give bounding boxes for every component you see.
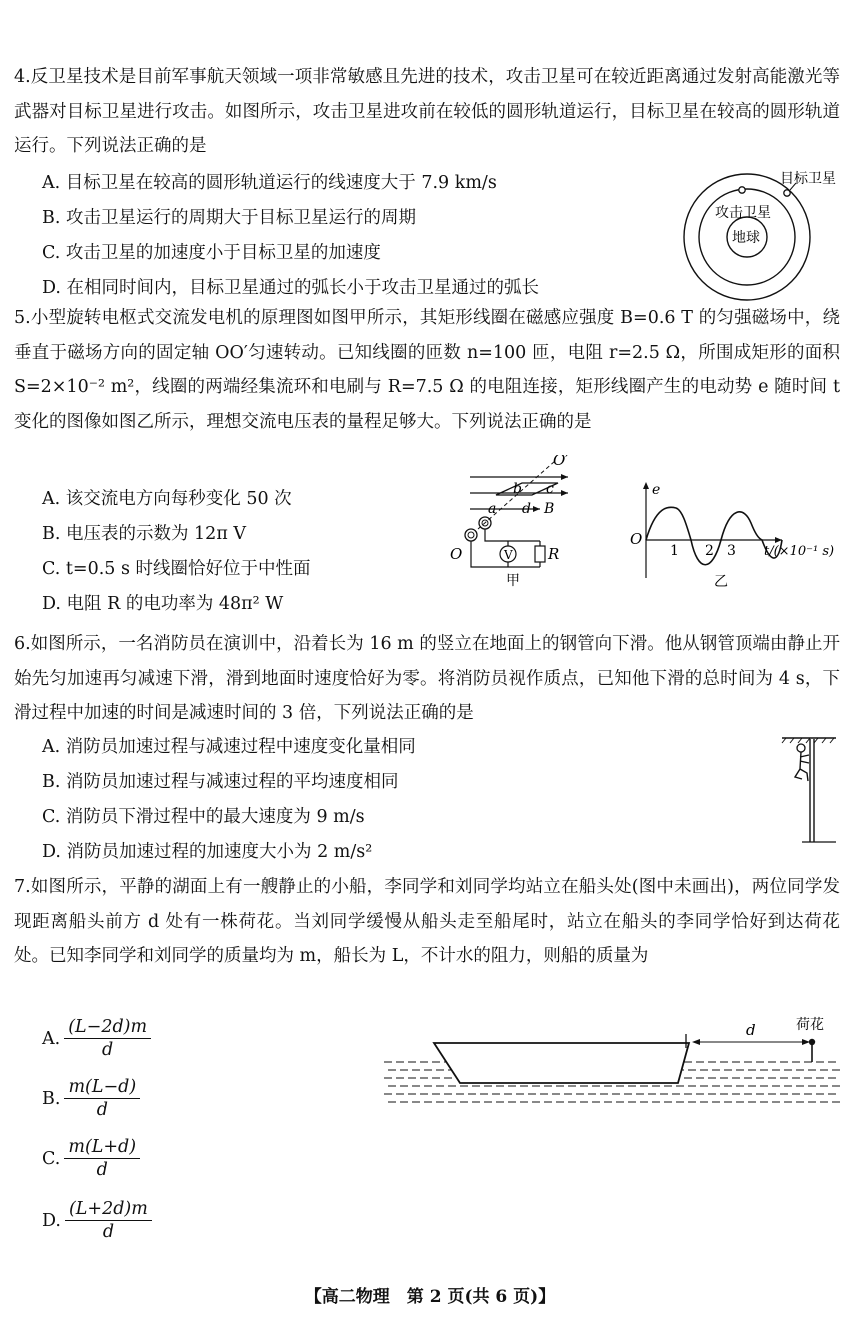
lotus-label: 荷花: [796, 1017, 824, 1033]
q5-option-d: D. 电阻 R 的电功率为 48π² W: [42, 594, 284, 614]
tick-1: 1: [670, 543, 679, 559]
numerator: m(L−d): [64, 1076, 140, 1099]
denominator: d: [96, 1100, 108, 1120]
q5-emf-graph: [622, 478, 844, 590]
q4-option-c: C. 攻击卫星的加速度小于目标卫星的加速度: [42, 243, 381, 263]
q7-option-b: [42, 1076, 140, 1121]
boat: [434, 1043, 689, 1083]
q4-option-b: B. 攻击卫星运行的周期大于目标卫星运行的周期: [42, 208, 416, 228]
option-letter: A.: [42, 1028, 61, 1049]
q5-generator-figure: [440, 455, 590, 590]
lotus-flower: [809, 1039, 815, 1045]
voltmeter-label: V: [504, 548, 513, 562]
q6-firefighter-figure: [780, 735, 840, 845]
t-axis-label: t/(×10⁻¹ s): [764, 544, 835, 559]
firefighter-body: [795, 752, 809, 781]
label-field-b: B: [544, 501, 555, 517]
option-letter: D.: [42, 1210, 61, 1231]
origin-label: O: [630, 530, 643, 548]
tick-3: 3: [727, 543, 736, 559]
q7-option-a: [42, 1016, 151, 1061]
emf-curve: [646, 507, 782, 564]
q5-stem: 5.小型旋转电枢式交流发电机的原理图如图甲所示，其矩形线圈在磁感应强度 B=0.6 T 的匀强磁场中，绕垂直于磁场方向的固定轴 OO′匀速转动。已知线圈的匝数 n=100 匝，电阻 r=2.5 Ω，所围成矩形的面积 S=2×10⁻² m²，线圈的两端经集流环和电刷与 R=7.5 Ω 的电阻连接，矩形线圈产生的电动势 e 随时间 t 变化的图像如图乙所示，理想交流电压表的量程足够大。下列说法正确的是: [14, 308, 840, 432]
q6-option-d: D. 消防员加速过程的加速度大小为 2 m/s²: [42, 842, 373, 862]
numerator: (L+2d)m: [65, 1198, 152, 1221]
q6-stem: 6.如图所示，一名消防员在演训中，沿着长为 16 m 的竖立在地面上的钢管向下滑。他从钢管顶端由静止开始先匀加速再匀减速下滑，滑到地面时速度恰好为零。将消防员视作质点，已知他下滑的总时间为 4 s，下滑过程中加速的时间是减速时间的 3 倍，下列说法正确的是: [14, 634, 840, 723]
denominator: d: [102, 1040, 114, 1060]
earth-label: 地球: [732, 230, 760, 246]
q4-option-d: D. 在相同时间内，目标卫星通过的弧长小于攻击卫星通过的弧长: [42, 278, 540, 298]
label-o: O: [450, 545, 463, 563]
q7-option-c: [42, 1136, 140, 1181]
label-b: b: [513, 481, 522, 497]
label-d: d: [522, 501, 531, 517]
attack-satellite-label: 攻击卫星: [715, 205, 771, 221]
q5-option-a: A. 该交流电方向每秒变化 50 次: [42, 489, 292, 509]
q7-stem: 7.如图所示，平静的湖面上有一艘静止的小船，李同学和刘同学均站立在船头处(图中未画出)，两位同学发现距离船头前方 d 处有一株荷花。当刘同学缓慢从船头走至船尾时，站立在船头的李同学恰好到达荷花处。已知李同学和刘同学的质量均为 m，船长为 L，不计水的阻力，则船的质量为: [14, 877, 840, 966]
circuit-wire: [485, 529, 540, 541]
page-footer: 【高二物理 第 2 页(共 6 页)】: [304, 1287, 556, 1307]
q4-orbit-figure: [676, 165, 846, 305]
firefighter-head: [797, 744, 805, 752]
resistor-label: R: [548, 545, 560, 563]
numerator: (L−2d)m: [64, 1016, 151, 1039]
attack-satellite-dot: [739, 187, 745, 193]
option-letter: B.: [42, 1088, 61, 1109]
q6-option-c: C. 消防员下滑过程中的最大速度为 9 m/s: [42, 807, 365, 827]
q6-option-b: B. 消防员加速过程与减速过程的平均速度相同: [42, 772, 399, 792]
q6-option-a: A. 消防员加速过程与减速过程中速度变化量相同: [42, 737, 416, 757]
e-axis-label: e: [652, 482, 661, 498]
label-o-prime: O′: [553, 455, 569, 469]
denominator: d: [102, 1222, 115, 1242]
tick-2: 2: [705, 543, 714, 559]
target-satellite-label: 目标卫星: [780, 171, 836, 187]
q4-stem: 4.反卫星技术是目前军事航天领域一项非常敏感且先进的技术，攻击卫星可在较近距离通过发射高能激光等武器对目标卫星进行攻击。如图所示，攻击卫星进攻前在较低的圆形轨道运行，目标卫星在较高的圆形轨道运行。下列说法正确的是: [14, 67, 840, 156]
label-c: c: [546, 481, 554, 497]
q5-option-b: B. 电压表的示数为 12π V: [42, 524, 247, 544]
figure-yi-label: 乙: [714, 574, 728, 590]
distance-label: d: [746, 1021, 756, 1039]
numerator: m(L+d): [64, 1136, 140, 1159]
q7-option-d: [42, 1198, 152, 1243]
q5-option-c: C. t=0.5 s 时线圈恰好位于中性面: [42, 559, 311, 579]
resistor: [535, 546, 545, 562]
option-letter: C.: [42, 1148, 61, 1169]
denominator: d: [96, 1160, 108, 1180]
q7-boat-figure: [384, 1012, 840, 1110]
label-a: a: [488, 501, 497, 517]
slip-ring: [465, 529, 477, 541]
q4-option-a: A. 目标卫星在较高的圆形轨道运行的线速度大于 7.9 km/s: [42, 173, 497, 193]
figure-jia-label: 甲: [506, 573, 520, 589]
target-satellite-dot: [784, 190, 790, 196]
